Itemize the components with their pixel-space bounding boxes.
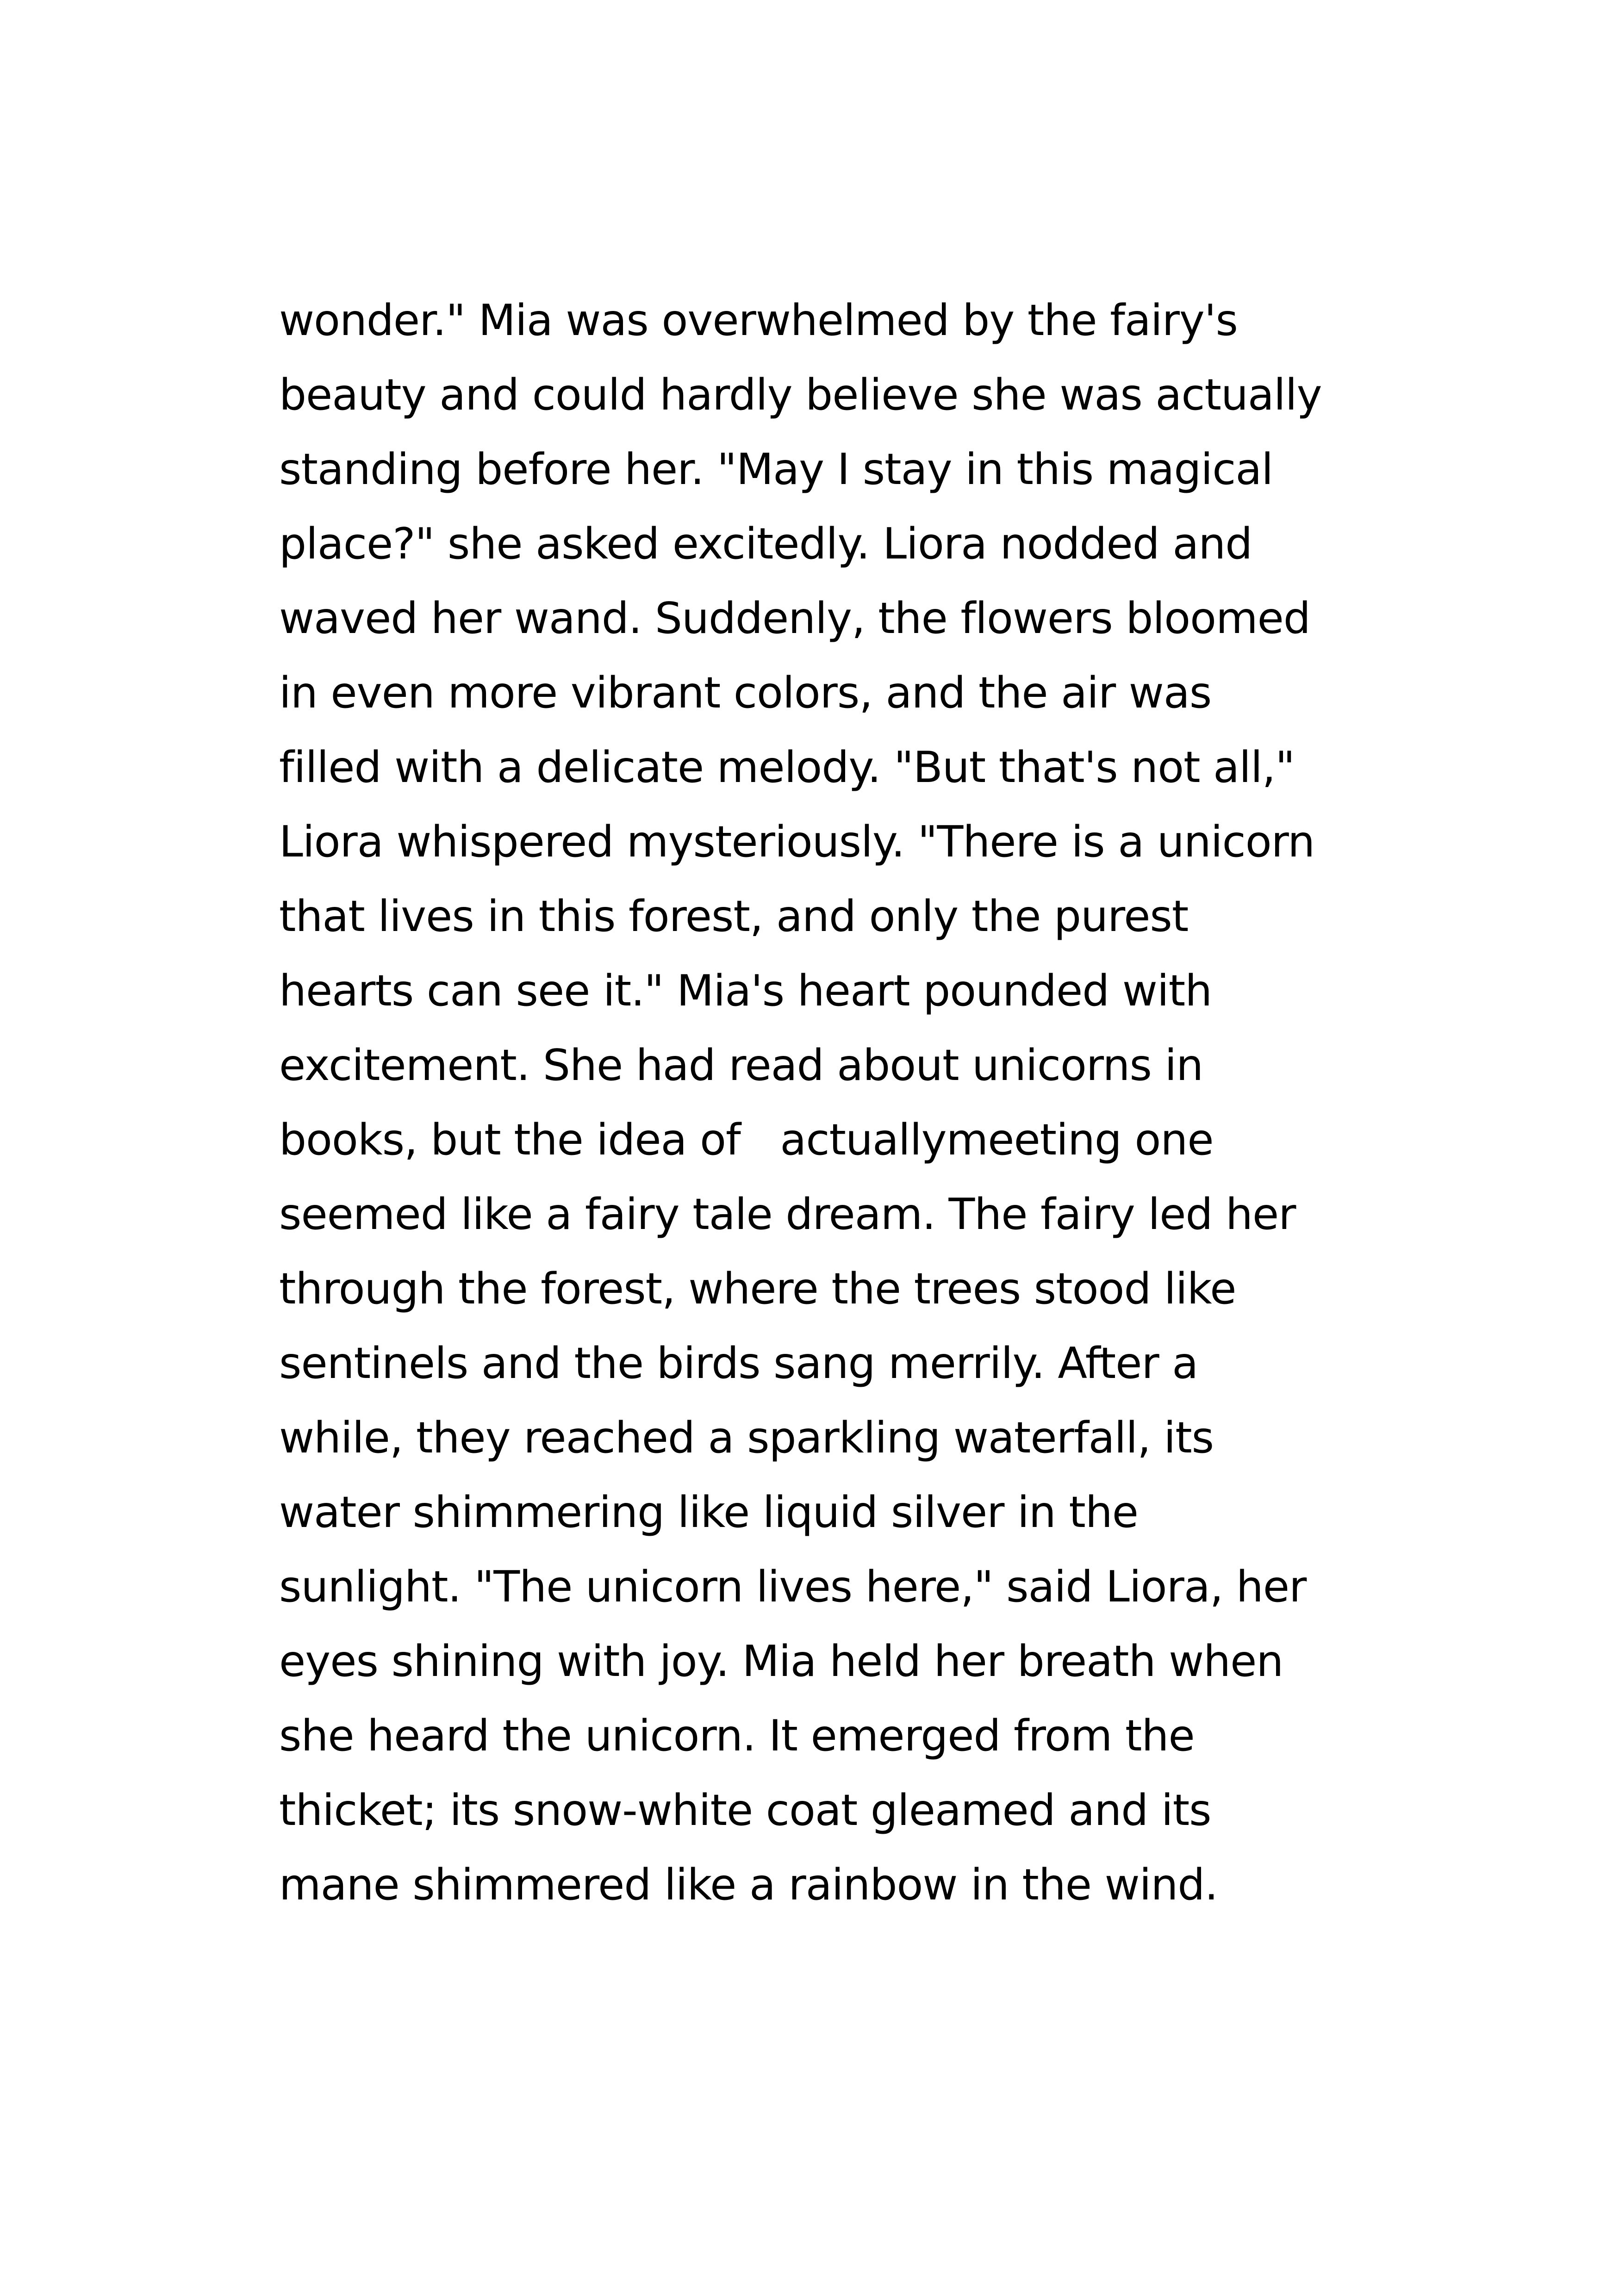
text-line: she heard the unicorn. It emerged from the [279,1711,1195,1761]
text-line: standing before her. "May I stay in this magical [279,444,1273,494]
story-text-block [279,283,1482,1922]
text-line: while, they reached a sparkling waterfall, its [279,1413,1214,1463]
text-line: thicket; its snow-white coat gleamed and its [279,1785,1211,1835]
text-line: Liora whispered mysteriously. "There is a unicorn [279,817,1315,867]
text-line: filled with a delicate melody. "But that's not all," [279,742,1295,792]
text-line: books, but the idea of actuallymeeting one [279,1115,1214,1165]
text-line: eyes shining with joy. Mia held her breath when [279,1636,1283,1686]
text-line: seemed like a fairy tale dream. The fairy led her [279,1189,1296,1239]
text-line: mane shimmered like a rainbow in the wind. [279,1860,1218,1910]
text-line: sunlight. "The unicorn lives here," said Liora, her [279,1562,1307,1612]
text-line: in even more vibrant colors, and the air was [279,668,1212,718]
text-line: beauty and could hardly believe she was actually [279,370,1322,420]
text-line: water shimmering like liquid silver in the [279,1487,1139,1537]
text-line: excitement. She had read about unicorns in [279,1040,1203,1090]
text-line: that lives in this forest, and only the purest [279,891,1189,941]
text-line: waved her wand. Suddenly, the flowers bloomed [279,593,1310,643]
text-line: hearts can see it." Mia's heart pounded with [279,966,1212,1016]
text-line: through the forest, where the trees stood like [279,1264,1236,1314]
text-line: place?" she asked excitedly. Liora nodded and [279,519,1252,569]
text-line: sentinels and the birds sang merrily. After a [279,1338,1198,1388]
text-line: wonder." Mia was overwhelmed by the fairy's [279,295,1238,345]
